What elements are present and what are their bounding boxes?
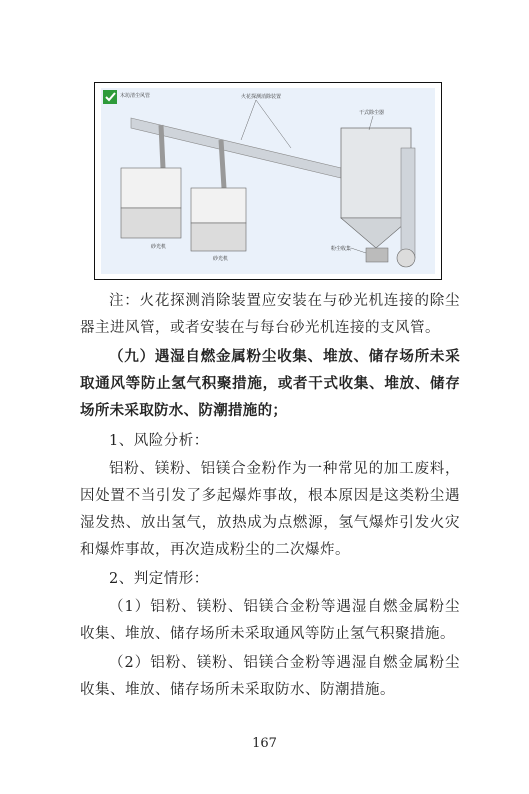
risk-body: 铝粉、镁粉、铝镁合金粉作为一种常见的加工废料，因处置不当引发了多起爆炸事故，根本原因是这类粉尘遇湿发热、放出氢气，放热成为点燃源，氢气爆炸引发火灾和爆炸事故，再次造成粉尘的二次爆炸。 (80, 461, 460, 558)
risk-title: 1、风险分析： (109, 433, 209, 449)
label-monitor: 火花探测消除装置 (241, 94, 282, 100)
criteria-2: （2）铝粉、镁粉、铝镁合金粉等遇湿自燃金属粉尘收集、堆放、储存场所未采取防水、防潮措施。 (80, 655, 460, 698)
dust-system-illustration (101, 88, 435, 274)
label-collector: 干式除尘器 (359, 110, 385, 116)
dust-collector (341, 128, 411, 218)
label-dust-box: 粉尘收集 (331, 246, 352, 252)
page-number: 167 (252, 736, 277, 751)
criteria-1: （1）铝粉、镁粉、铝镁合金粉等遇湿自燃金属粉尘收集、堆放、储存场所未采取通风等防止氢气积聚措施。 (80, 599, 460, 642)
section-heading: （九）遇湿自燃金属粉尘收集、堆放、储存场所未采取通风等防止氢气积聚措施，或者干式收集、堆放、储存场所未采取防水、防潮措施的； (80, 349, 460, 419)
label-sander-1: 砂光机 (151, 244, 167, 250)
equipment-diagram (94, 82, 442, 280)
label-pipe: 木坊清尘风管 (120, 93, 151, 99)
label-sander-2: 砂光机 (213, 256, 229, 262)
criteria-title: 2、判定情形： (109, 571, 209, 587)
check-icon (103, 90, 117, 104)
fan (397, 249, 415, 267)
figure-note: 注：火花探测消除装置应安装在与砂光机连接的除尘器主进风管，或者安装在与每台砂光机连接的支风管。 (80, 293, 460, 336)
sander-2 (191, 188, 246, 223)
sander-1 (121, 168, 181, 208)
